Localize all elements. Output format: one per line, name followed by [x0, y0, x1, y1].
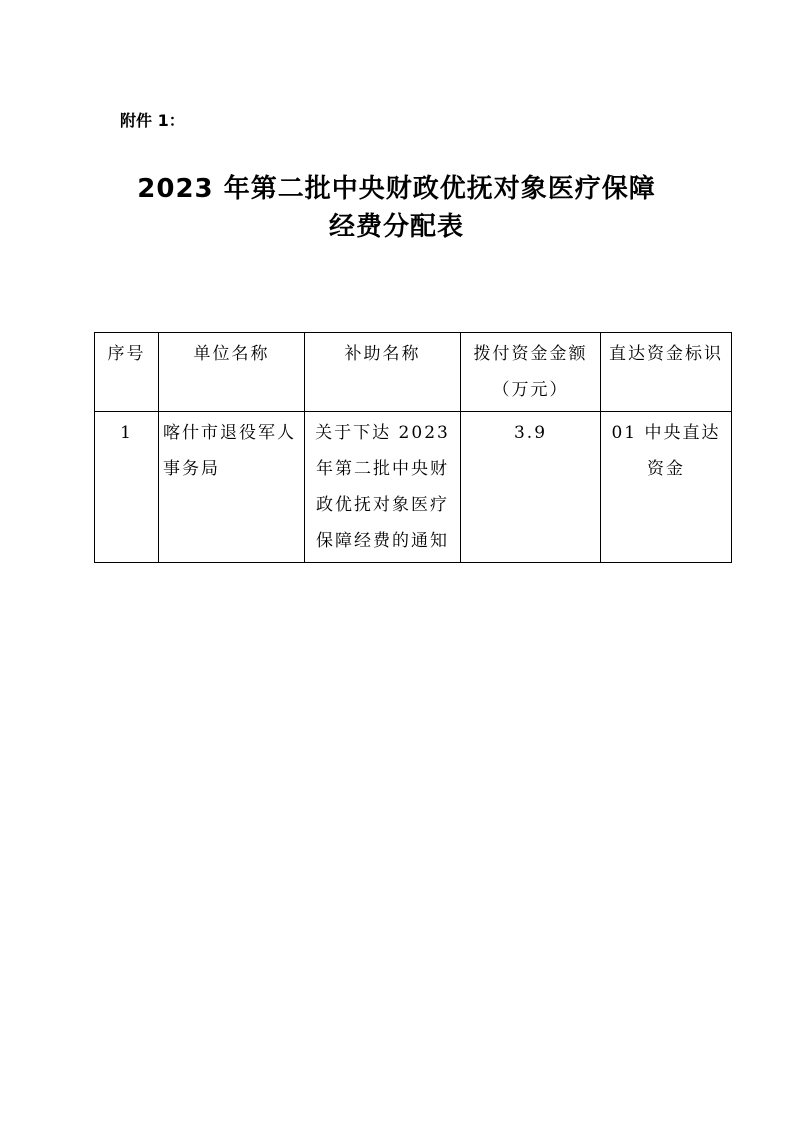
document-title-line2: 经费分配表 [328, 212, 464, 242]
cell-direct-flag: 01 中央直达资金 [601, 412, 732, 563]
attachment-label: 附件 1： [120, 111, 185, 130]
allocation-table [94, 332, 732, 563]
header-subsidy-name: 补助名称 [305, 333, 461, 412]
cell-amount: 3.9 [461, 412, 601, 563]
document-title-line1: 2023 年第二批中央财政优抚对象医疗保障 [137, 174, 656, 204]
header-index: 序号 [95, 333, 159, 412]
cell-subsidy-name: 关于下达 2023 年第二批中央财政优抚对象医疗保障经费的通知 [305, 412, 461, 563]
cell-unit-name: 喀什市退役军人事务局 [159, 412, 305, 563]
header-amount: 拨付资金金额（万元） [461, 333, 601, 412]
table-row [95, 412, 732, 563]
cell-index: 1 [95, 412, 159, 563]
table-header-row [95, 333, 732, 412]
header-direct-flag: 直达资金标识 [601, 333, 732, 412]
header-unit-name: 单位名称 [159, 333, 305, 412]
